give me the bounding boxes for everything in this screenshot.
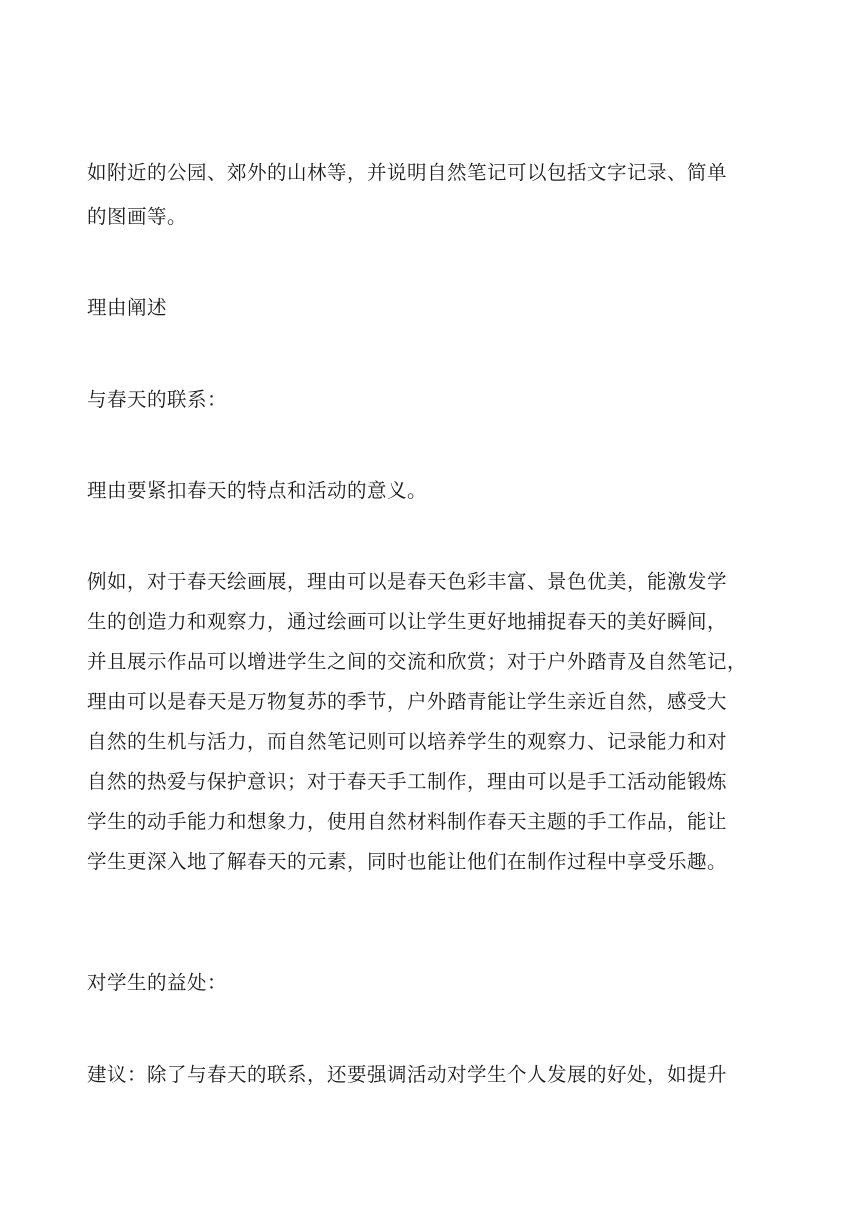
section-heading-reason: 理由阐述 — [87, 296, 168, 319]
spring-requirement-text: 理由要紧扣春天的特点和活动的意义。 — [87, 479, 428, 502]
example-line-3: 并且展示作品可以增进学生之间的交流和欣赏；对于户外踏青及自然笔记， — [87, 650, 748, 673]
example-line-6: 自然的热爱与保护意识；对于春天手工制作，理由可以是手工活动能锻炼 — [87, 770, 728, 793]
subheading-student-benefit: 对学生的益处： — [87, 971, 228, 994]
intro-line-2: 的图画等。 — [87, 205, 188, 228]
example-line-4: 理由可以是春天是万物复苏的季节，户外踏青能让学生亲近自然，感受大 — [87, 690, 728, 713]
example-line-1: 例如，对于春天绘画展，理由可以是春天色彩丰富、景色优美，能激发学 — [87, 570, 728, 593]
example-line-8: 学生更深入地了解春天的元素，同时也能让他们在制作过程中享受乐趣。 — [87, 850, 728, 873]
example-line-5: 自然的生机与活力，而自然笔记则可以培养学生的观察力、记录能力和对 — [87, 730, 728, 753]
example-line-7: 学生的动手能力和想象力，使用自然材料制作春天主题的手工作品，能让 — [87, 810, 728, 833]
example-line-2: 生的创造力和观察力，通过绘画可以让学生更好地捕捉春天的美好瞬间， — [87, 610, 728, 633]
subheading-spring-connection: 与春天的联系： — [87, 388, 228, 411]
intro-line-1: 如附近的公园、郊外的山林等，并说明自然笔记可以包括文字记录、简单 — [87, 161, 728, 184]
suggestion-line: 建议：除了与春天的联系，还要强调活动对学生个人发展的好处，如提升 — [87, 1063, 728, 1086]
